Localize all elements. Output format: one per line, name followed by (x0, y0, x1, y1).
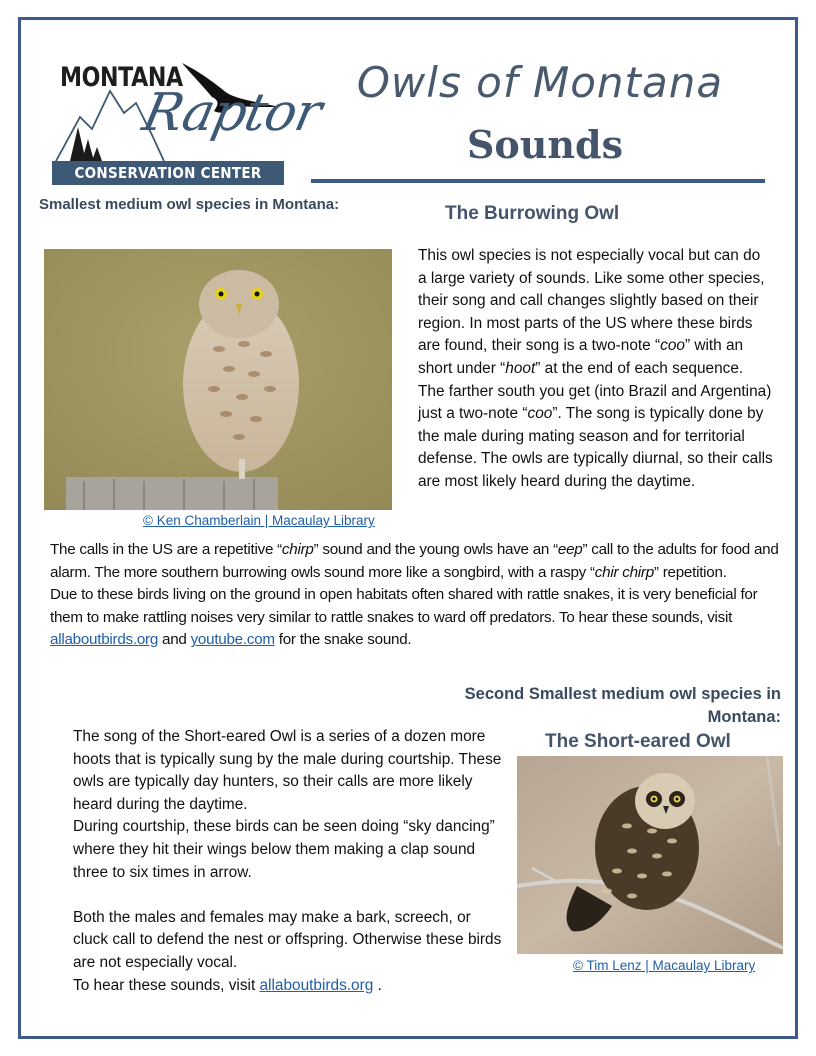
burrowing-paragraph-1: This owl species is not especially vocal but can do a large variety of sounds. Like some other species, their song and call changes slightly based on their region. In most parts of the US where these birds are found, their song is a two-note “coo” with an short under “hoot” at the end of each sequence. (418, 247, 765, 377)
allaboutbirds-link-2[interactable]: allaboutbirds.org (259, 976, 374, 994)
short-eared-photo-credit-link[interactable]: © Tim Lenz | Macaulay Library (573, 958, 756, 973)
burrowing-photo-credit[interactable] (143, 513, 375, 528)
burrowing-description (418, 245, 773, 494)
title-divider (311, 179, 765, 183)
burrowing-paragraph-4: Due to these birds living on the ground in open habitats often shared with rattle snakes, it is very beneficial for them to make rattling noises very similar to rattle snakes to ward off predators. To hear these sounds, visit allaboutbirds.org and youtube.com for the snake sound. (50, 586, 758, 649)
short-eared-paragraph-3: Both the males and females may make a bark, screech, or cluck call to defend the nest or offspring. Otherwise these birds are not especially vocal. (73, 908, 502, 971)
burrowing-calls-text (50, 539, 785, 652)
short-eared-paragraph-1: The song of the Short-eared Owl is a series of a dozen more hoots that is typically sung by the male during courtship. These owls are typically day hunters, so their calls are more likely heard during the daytime. (73, 728, 502, 813)
logo-banner (52, 161, 284, 185)
short-eared-kicker: Second Smallest medium owl species in Montana: (464, 685, 781, 726)
allaboutbirds-link[interactable]: allaboutbirds.org (50, 631, 159, 649)
burrowing-kicker: Smallest medium owl species in Montana: (39, 196, 340, 213)
burrowing-paragraph-3: The calls in the US are a repetitive “chirp” sound and the young owls have an “eep” call to the adults for food and alarm. The more southern burrowing owls sound more like a songbird, with a raspy “chir chirp” repetition. (50, 541, 779, 581)
youtube-link[interactable]: youtube.com (190, 631, 275, 649)
burrowing-owl-photo (44, 249, 392, 510)
short-eared-description (73, 726, 503, 997)
burrowing-paragraph-2: The farther south you get (into Brazil and Argentina) just a two-note “coo”. The song is typically done by the male during mating season and for territorial defense. The owls are typically diurnal, so their calls are most likely heard during the daytime. (418, 382, 773, 490)
page-title: Owls of Montana (356, 58, 724, 107)
short-eared-photo-credit[interactable] (573, 958, 755, 973)
logo-montana-text: MONTANA (60, 62, 183, 93)
burrowing-heading: The Burrowing Owl (445, 203, 620, 224)
short-eared-owl-photo (517, 756, 783, 954)
short-eared-paragraph-2: During courtship, these birds can be seen doing “sky dancing” where they hit their wings below them making a clap sound three to six times in arrow. (73, 818, 495, 881)
logo-banner-text: CONSERVATION CENTER (74, 164, 262, 182)
burrowing-photo-credit-link[interactable]: © Ken Chamberlain | Macaulay Library (143, 513, 375, 528)
page-subtitle: Sounds (466, 122, 623, 167)
short-eared-heading: The Short-eared Owl (545, 731, 731, 752)
logo-raptor-text: Raptor (137, 83, 327, 143)
short-eared-paragraph-4: To hear these sounds, visit allaboutbirds.org . (73, 976, 382, 994)
montana-raptor-logo (52, 55, 327, 187)
